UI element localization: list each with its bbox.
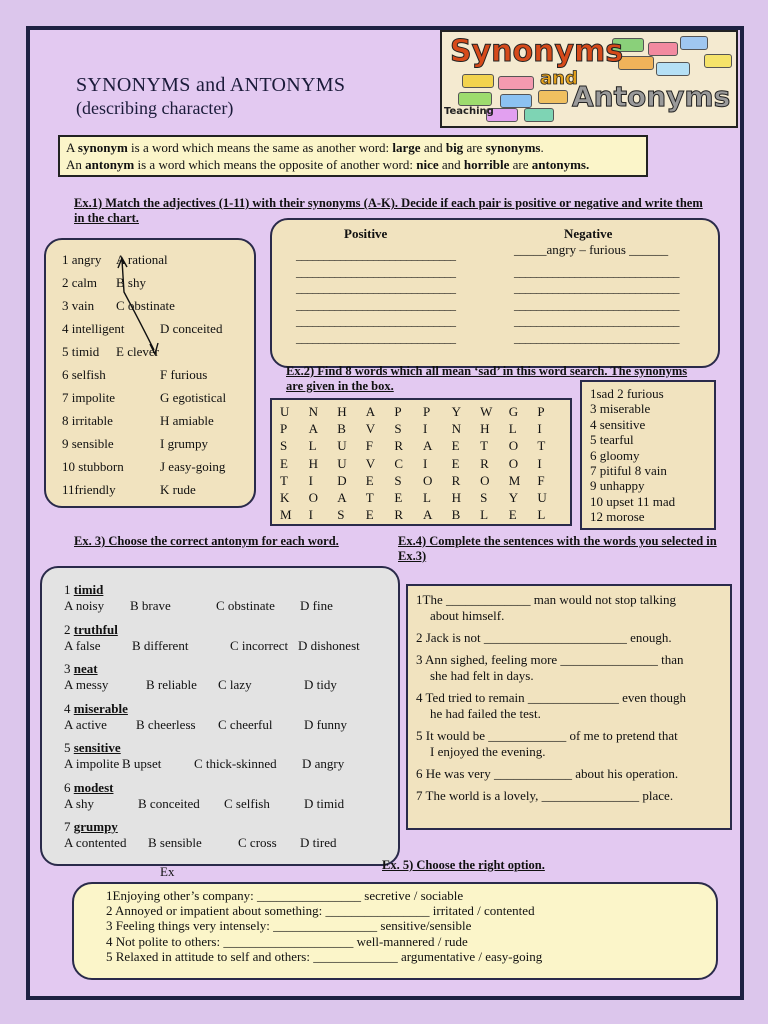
ex2-heading: Ex.2) Find 8 words which all mean ‘sad’ in this word search. The synonyms are given in the box. [286,364,688,393]
word-search-letter: A [422,507,433,523]
antonym-definition: An antonym is a word which means the opposite of another word: nice and horrible are antonyms. [66,157,590,172]
word-search-letter: S [280,438,288,454]
word-search-letter: O [422,472,433,488]
match-right-item: B shy [116,275,146,290]
ex1-positive-negative-chart [270,218,720,368]
logo-word-and: and [540,68,578,89]
match-left-item: 11friendly [62,482,116,497]
antonym-option: A contented [64,835,127,850]
word-search-letter: H [308,455,318,471]
synonym-definition: A synonym is a word which means the same as another word: large and big are synonyms. [66,140,544,155]
ex5-option-line: 5 Relaxed in attitude to self and others: _____________ argumentative / easy-going [106,948,543,964]
ex5-heading: Ex. 5) Choose the right option. [382,858,545,872]
word-search-letter: E [365,472,374,488]
antonym-option: A active [64,716,107,732]
antonym-option: D dishonest [298,637,360,653]
word-search-letter: I [537,455,542,471]
word-search-row [280,507,566,523]
sentence-line-2: about himself. [430,608,505,623]
word-search-letter: P [394,404,402,419]
antonym-option: C obstinate [216,598,275,613]
word-search-letter: I [308,507,313,523]
antonym-target-word: miserable [73,700,128,716]
sad-synonym-entry: 9 unhappy [590,478,645,494]
page-title: SYNONYMS and ANTONYMS [76,74,346,96]
word-search-letter: R [394,507,404,523]
word-search-letter: P [280,421,288,437]
word-search-letter: I [308,472,313,488]
sentence-item [416,690,726,722]
word-search-letter: L [508,421,517,437]
word-search-letter: T [280,472,288,488]
word-search-letter: N [308,404,318,419]
antonym-option: D tidy [304,677,337,692]
antonym-option: D angry [302,756,345,771]
word-search-letter: K [280,490,290,505]
sad-synonym-entry: 4 sensitive [590,416,646,432]
word-search-letter: E [508,507,517,523]
sentence-line-1: 4 Ted tried to remain ______________ even though [416,690,686,705]
word-search-letter: V [365,421,376,437]
sentence-line-1: 6 He was very ____________ about his operation. [416,766,679,781]
match-left-item: 3 vain [62,298,95,313]
ex5-option-line: 2 Annoyed or impatient about something: ________________ irritated / contented [106,903,535,919]
word-search-letter: O [480,472,490,488]
word-search-letter: O [508,438,519,454]
match-right-item: K rude [160,482,196,497]
ex5-option-line: 3 Feeling things very intensely: ________________ sensitive/sensible [106,918,472,934]
match-arrow-icon [110,252,180,382]
logo-word-synonyms: Synonyms [450,34,624,69]
word-search-letter: L [308,438,317,454]
word-search-letter: T [480,438,489,454]
word-search-letter: H [480,421,490,437]
antonym-option: C cross [238,835,277,850]
word-search-letter: U [280,404,290,419]
ex5-option-line: 4 Not polite to others: ____________________ well-mannered / rude [106,933,468,949]
sentence-item [416,788,726,804]
negative-blank-line: ______________________________ [514,330,679,345]
word-search-letter: O [508,455,519,471]
sentence-line-2: I enjoyed the evening. [430,744,546,759]
word-search-letter: W [480,404,493,419]
antonym-question [64,780,113,796]
antonym-option: B upset [122,756,162,771]
antonym-target-word: sensitive [73,740,121,755]
sentence-line-1: 5 It would be ____________ of me to pretend that [416,728,678,743]
match-left-item: 9 sensible [62,436,114,451]
stray-ex-label: Ex [160,864,175,879]
word-search-letter: G [508,404,519,419]
word-search-letter: A [337,490,347,505]
match-left-item: 6 selfish [62,367,106,382]
word-search-letter: M [280,507,292,523]
antonym-target-word: modest [73,779,114,795]
antonym-option: D tired [300,835,337,850]
sad-synonym-entry: 12 morose [590,509,645,525]
word-search-letter: E [365,507,374,523]
worksheet-frame [26,26,744,1000]
match-left-item: 2 calm [62,275,98,290]
word-search-letter: C [394,455,404,471]
antonym-option: A noisy [64,598,105,613]
antonym-option: B reliable [146,677,197,692]
word-search-letter: Y [508,490,519,505]
ex3-antonym-box [40,566,400,866]
word-search-letter: I [422,421,428,437]
antonym-option: C cheerful [218,716,273,732]
antonym-option: C lazy [218,677,252,692]
antonym-option: B different [132,637,189,653]
positive-blank-line: _____________________________ [296,248,456,262]
positive-blank-line: _____________________________ [296,297,456,312]
ex5-options-box [72,882,718,980]
logo-image [440,30,738,128]
sad-synonym-entry: 10 upset 11 mad [590,493,676,509]
word-search-letter: L [480,507,489,523]
sentence-line-2: he had failed the test. [430,706,541,721]
sentence-line-1: 1The _____________ man would not stop talking [416,592,676,607]
antonym-question-number: 2 [64,621,71,637]
sentence-item [416,728,726,760]
match-left-item: 1 angry [62,252,102,267]
match-right-item: A rational [116,252,168,267]
page-subtitle: (describing character) [76,98,234,118]
word-search-letter: S [337,507,345,523]
negative-blank-line: ______________________________ [514,314,679,328]
ex3-heading: Ex. 3) Choose the correct antonym for each word. [74,534,339,548]
match-right-item: G egotistical [160,390,227,405]
antonym-option: A impolite [64,756,120,771]
match-left-item: 5 timid [62,344,100,359]
word-search-letter: R [394,438,404,454]
match-right-item: J easy-going [160,459,226,474]
logo-caption: Teaching [444,106,494,117]
match-right-item: C obstinate [116,298,175,313]
ex4-sentences-box [406,584,732,830]
negative-blank-line: ______________________________ [514,264,679,279]
match-left-item: 7 impolite [62,390,116,405]
antonym-option: D fine [300,598,333,613]
word-search-row [280,456,566,472]
word-search-letter: P [422,404,431,419]
word-search-grid [270,398,572,526]
word-search-letter: M [508,472,521,488]
antonym-option: A shy [64,795,94,811]
word-search-letter: V [365,455,376,471]
antonym-question [64,622,118,638]
word-search-letter: U [337,455,347,471]
word-search-letter: L [537,507,546,523]
word-search-letter: H [451,490,461,505]
sentence-item [416,592,726,624]
word-search-letter: E [451,438,460,454]
match-left-item: 4 intelligent [62,321,125,336]
word-search-letter: E [394,490,403,505]
word-search-letter: L [422,490,431,505]
word-search-letter: U [337,438,347,454]
negative-blank-line: ______________________________ [514,297,679,312]
sad-synonyms-box [580,380,716,530]
sad-synonym-entry: 7 pitiful 8 vain [590,463,667,478]
positive-blank-line: _____________________________ [296,330,456,345]
sentence-item [416,630,726,646]
antonym-option: D timid [304,795,345,811]
sad-synonym-entry: 5 tearful [590,432,634,448]
word-search-letter: B [337,421,346,437]
match-right-item: H amiable [160,413,214,428]
antonym-question [64,582,103,598]
sad-synonym-entry: 3 miserable [590,401,651,417]
word-search-letter: D [337,472,347,488]
negative-example-line: _____angry – furious ______ [514,242,669,257]
antonym-question-number: 5 [64,740,71,755]
definition-box [58,135,648,177]
sentence-line-1: 3 Ann sighed, feeling more _______________ than [416,652,684,667]
antonym-option: B brave [130,598,171,613]
antonym-question-number: 7 [64,819,71,834]
word-search-letter: E [280,455,288,471]
word-search-letter: P [537,404,545,419]
word-search-letter: S [394,421,402,437]
antonym-option: C selfish [224,795,270,811]
match-right-item: I grumpy [160,436,209,451]
word-search-letter: O [308,490,318,505]
negative-blank-line: ______________________________ [514,281,679,295]
antonym-question [64,661,98,677]
antonym-option: A false [64,637,101,653]
antonym-target-word: neat [73,661,98,676]
antonym-target-word: truthful [73,621,118,637]
sentence-item [416,652,726,684]
positive-blank-line: _____________________________ [296,314,456,328]
word-search-row [280,404,566,420]
word-search-row [280,473,566,489]
antonym-target-word: grumpy [73,819,118,834]
antonym-option: B cheerless [136,716,196,732]
antonym-target-word: timid [73,582,104,597]
match-left-item: 8 irritable [62,413,113,428]
positive-header: Positive [344,226,388,241]
word-search-row [280,438,566,454]
antonym-question-number: 3 [64,661,71,676]
antonym-question-number: 4 [64,700,71,716]
word-search-letter: T [365,490,374,505]
word-search-letter: N [451,421,461,437]
word-search-letter: R [451,472,461,488]
ex1-match-box [44,238,256,508]
word-search-letter: Y [451,404,461,419]
word-search-letter: S [394,472,402,488]
word-search-letter: F [365,438,374,454]
sad-synonym-entry: 6 gloomy [590,447,640,463]
match-left-item: 10 stubborn [62,459,124,474]
sad-synonym-entry: 1sad 2 furious [590,386,664,401]
antonym-question [64,740,121,756]
logo-word-antonyms: Antonyms [572,80,731,113]
word-search-row [280,421,566,437]
sentence-item [416,766,726,782]
antonym-option: C incorrect [230,637,289,653]
antonym-question [64,819,118,835]
antonym-question-number: 6 [64,779,71,795]
word-search-letter: S [480,490,488,505]
antonym-question [64,701,128,717]
antonym-option: B sensible [148,835,202,850]
sentence-line-1: 2 Jack is not ______________________ enough. [416,630,672,645]
word-search-letter: A [422,438,433,454]
ex5-option-line: 1Enjoying other’s company: ________________ secretive / sociable [106,888,464,903]
antonym-option: A messy [64,677,109,692]
word-search-letter: A [308,421,318,437]
negative-header: Negative [564,226,613,241]
positive-blank-line: _____________________________ [296,264,456,279]
word-search-letter: T [537,438,546,454]
match-right-item: D conceited [160,321,223,336]
antonym-option: B conceited [138,795,200,811]
match-right-item: E clever [116,344,159,359]
word-search-letter: H [337,404,347,419]
word-search-letter: R [480,455,489,471]
match-right-item: F furious [160,367,208,382]
sentence-line-2: she had felt in days. [430,668,534,683]
word-search-letter: F [537,472,545,488]
antonym-option: C thick-skinned [194,756,277,771]
antonym-question-number: 1 [64,582,71,597]
ex1-heading: Ex.1) Match the adjectives (1-11) with their synonyms (A-K). Decide if each pair is positive or negative and write them in the chart. [74,196,703,225]
word-search-letter: B [451,507,461,523]
word-search-letter: I [422,455,428,471]
word-search-letter: A [365,404,376,419]
word-search-letter: I [537,421,542,437]
word-search-letter: E [451,455,460,471]
ex4-heading: Ex.4) Complete the sentences with the words you selected in Ex.3) [398,534,717,563]
word-search-letter: U [537,490,547,505]
positive-blank-line: _____________________________ [296,281,456,295]
antonym-option: D funny [304,716,347,732]
word-search-row [280,490,566,506]
sentence-line-1: 7 The world is a lovely, _______________ place. [416,788,674,803]
